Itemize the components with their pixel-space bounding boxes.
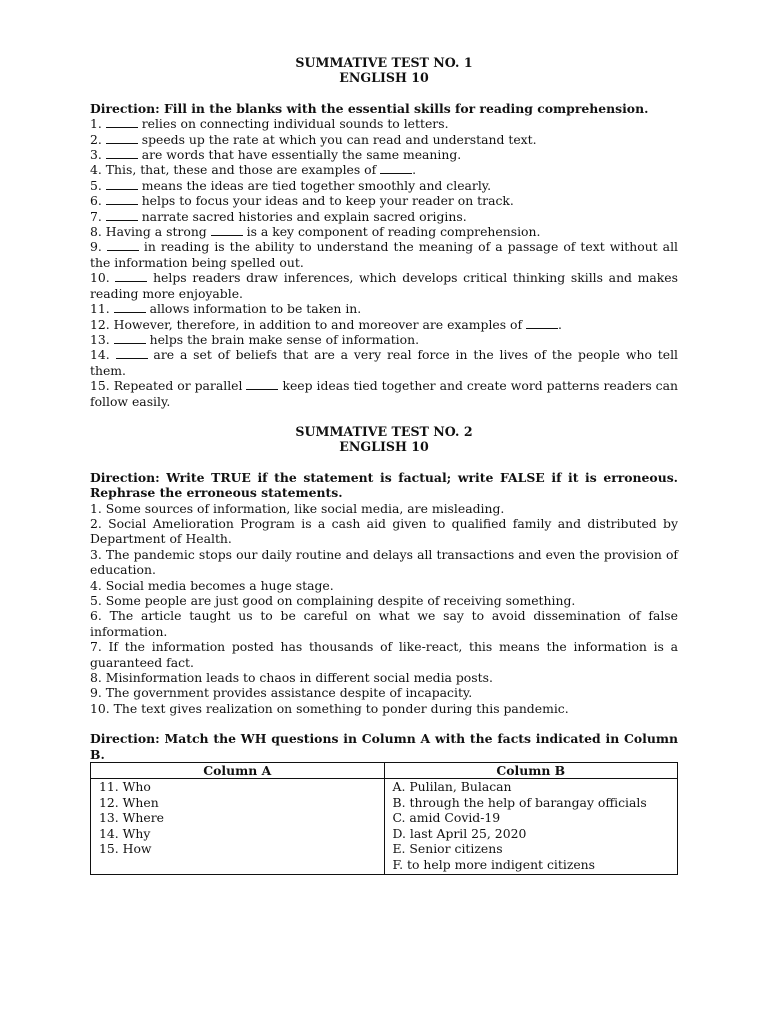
fill-blank-item [90, 116, 678, 131]
true-false-statement: 4. Social media becomes a huge stage. [90, 577, 334, 593]
item-text-after: relies on connecting individual sounds to letters. [137, 116, 449, 132]
column-b-cell [384, 779, 678, 874]
item-text-after: helps the brain make sense of information. [145, 331, 420, 347]
fill-blank-item [90, 347, 678, 378]
match-direction: Direction: Match the WH questions in Column A with the facts indicated in Column B. [90, 731, 678, 762]
answer-blank[interactable] [211, 224, 243, 236]
test2-items-list [90, 501, 678, 717]
answer-blank[interactable] [106, 209, 138, 221]
fill-blank-item [90, 301, 678, 316]
fill-blank-item [90, 317, 678, 332]
fact-option: E. Senior citizens [392, 841, 503, 857]
answer-blank[interactable] [107, 239, 139, 251]
true-false-statement: 10. The text gives realization on something to ponder during this pandemic. [90, 700, 569, 716]
item-text-before: 7. [90, 208, 106, 224]
wh-question: 13. Where [99, 810, 164, 826]
fact-option: C. amid Covid-19 [392, 810, 501, 826]
answer-blank[interactable] [106, 178, 138, 190]
fill-blank-item [90, 378, 678, 409]
answer-blank[interactable] [106, 147, 138, 159]
fill-blank-item [90, 209, 678, 224]
true-false-statement: 1. Some sources of information, like social media, are misleading. [90, 500, 505, 516]
column-b-header: Column B [384, 763, 678, 779]
test1-direction: Direction: Fill in the blanks with the essential skills for reading comprehension. [90, 100, 649, 116]
true-false-statement: 3. The pandemic stops our daily routine and delays all transactions and even the provision of education. [90, 546, 678, 578]
fill-blank-item [90, 332, 678, 347]
wh-question: 11. Who [99, 779, 151, 795]
item-text-before: 5. [90, 177, 106, 193]
item-text-after: . [558, 316, 562, 332]
fill-blank-item [90, 224, 678, 239]
item-text-before: 12. However, therefore, in addition to and moreover are examples of [90, 316, 527, 332]
item-text-before: 14. [90, 347, 116, 363]
column-a-cell [91, 779, 385, 874]
true-false-statement: 6. The article taught us to be careful on what we say to avoid dissemination of false information. [90, 608, 678, 639]
fill-blank-item [90, 132, 678, 147]
item-text-before: 11. [90, 301, 114, 317]
item-text-before: 9. [90, 239, 107, 255]
item-text-before: 4. This, that, these and those are examples of [90, 162, 381, 178]
true-false-statement: 7. If the information posted has thousands of like-react, this means the information is a guaranteed fact. [90, 639, 678, 670]
worksheet-page [90, 55, 678, 875]
answer-blank[interactable] [114, 332, 146, 344]
item-text-before: 15. Repeated or parallel [90, 378, 247, 394]
item-text-before: 8. Having a strong [90, 224, 211, 240]
fact-option: D. last April 25, 2020 [392, 825, 527, 841]
fact-option: B. through the help of barangay officials [392, 794, 647, 810]
item-text-before: 10. [90, 270, 116, 286]
test1-items-list [90, 116, 678, 409]
true-false-statement: 9. The government provides assistance despite of incapacity. [90, 685, 473, 701]
item-text-before: 1. [90, 116, 106, 132]
wh-question: 14. Why [99, 825, 151, 841]
item-text-after: are a set of beliefs that are a very real force in the lives of the people who tell them. [90, 347, 678, 378]
answer-blank[interactable] [526, 317, 558, 329]
fill-blank-item [90, 239, 678, 270]
item-text-after: helps to focus your ideas and to keep your reader on track. [137, 193, 514, 209]
answer-blank[interactable] [116, 347, 148, 359]
matching-table [90, 762, 678, 875]
fill-blank-item [90, 193, 678, 208]
answer-blank[interactable] [114, 301, 146, 313]
fill-blank-item [90, 178, 678, 193]
column-a-header: Column A [91, 763, 385, 779]
answer-blank[interactable] [246, 378, 278, 390]
test1-title: SUMMATIVE TEST NO. 1 [295, 55, 473, 70]
item-text-after: is a key component of reading comprehension. [242, 224, 541, 240]
wh-question: 12. When [99, 794, 159, 810]
item-text-before: 13. [90, 331, 114, 347]
item-text-after: . [412, 162, 417, 178]
answer-blank[interactable] [106, 132, 138, 144]
item-text-after: narrate sacred histories and explain sacred origins. [137, 208, 467, 224]
test2-title: SUMMATIVE TEST NO. 2 [295, 423, 473, 439]
item-text-before: 3. [90, 147, 106, 163]
item-text-after: means the ideas are tied together smoothly and clearly. [137, 177, 492, 193]
item-text-after: helps readers draw inferences, which develops critical thinking skills and makes reading more enjoyable. [90, 270, 678, 301]
item-text-after: keep ideas tied together and create word patterns readers can follow easily. [90, 378, 678, 409]
test2-subject: ENGLISH 10 [339, 439, 429, 455]
wh-question: 15. How [99, 841, 152, 857]
test2-direction: Direction: Write TRUE if the statement is factual; write FALSE if it is erroneous. Rephrase the erroneous statements. [90, 469, 678, 501]
item-text-before: 6. [90, 193, 106, 209]
answer-blank[interactable] [115, 270, 147, 282]
item-text-after: in reading is the ability to understand the meaning of a passage of text without all the information being spelled out. [90, 239, 678, 270]
item-text-after: allows information to be taken in. [145, 301, 362, 317]
true-false-statement: 5. Some people are just good on complaining despite of receiving something. [90, 593, 576, 608]
true-false-statement: 2. Social Amelioration Program is a cash aid given to qualified family and distributed by Department of Health. [90, 515, 678, 547]
test1-subject: ENGLISH 10 [339, 70, 429, 86]
fact-option: A. Pulilan, Bulacan [392, 779, 512, 795]
fill-blank-item [90, 147, 678, 162]
true-false-statement: 8. Misinformation leads to chaos in different social media posts. [90, 670, 493, 686]
answer-blank[interactable] [380, 162, 412, 174]
item-text-after: are words that have essentially the same meaning. [137, 147, 462, 163]
item-text-after: speeds up the rate at which you can read and understand text. [137, 131, 537, 147]
fill-blank-item [90, 270, 678, 301]
item-text-before: 2. [90, 131, 106, 147]
answer-blank[interactable] [106, 193, 138, 205]
fill-blank-item [90, 162, 678, 177]
answer-blank[interactable] [106, 116, 138, 128]
fact-option: F. to help more indigent citizens [392, 856, 596, 872]
